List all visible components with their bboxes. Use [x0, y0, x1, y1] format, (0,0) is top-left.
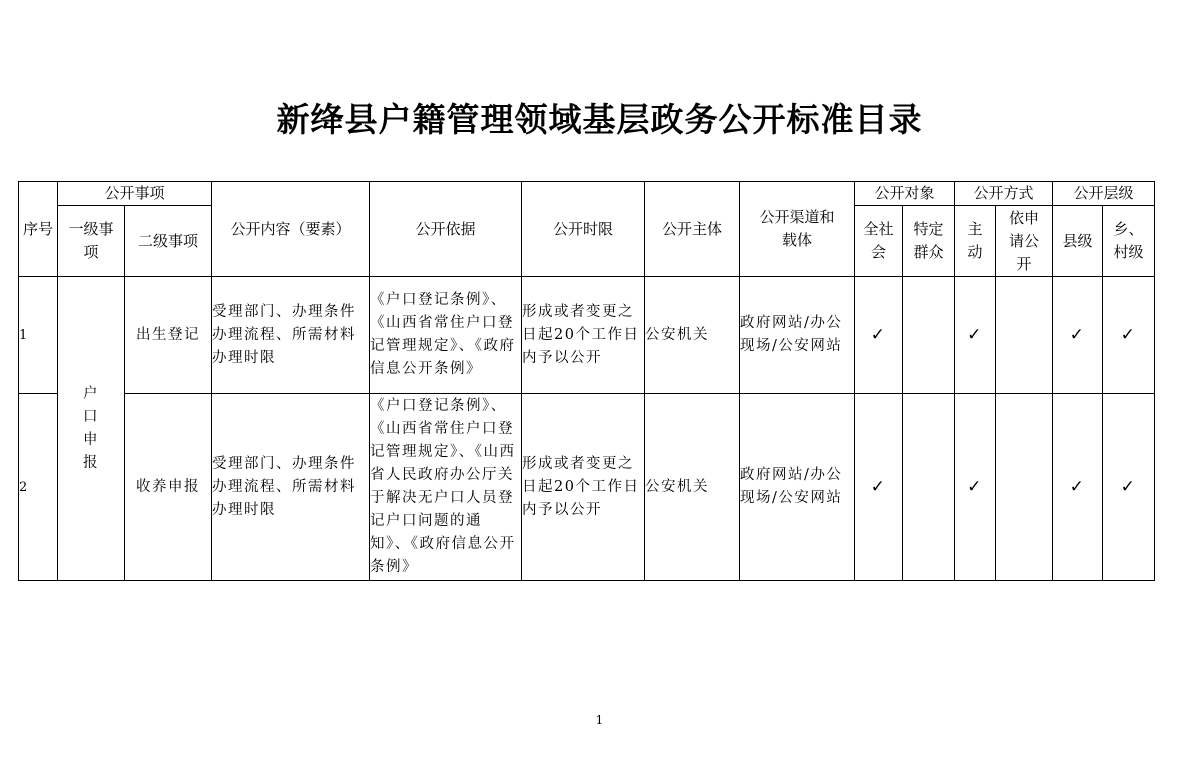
directory-table	[18, 181, 1155, 581]
header-county: 县级	[1053, 206, 1103, 277]
header-row-1	[19, 182, 1155, 206]
page-number: 1	[595, 713, 604, 727]
row-basis: 《户口登记条例》、《山西省常住户口登记管理规定》、《政府信息公开条例》	[370, 277, 522, 394]
check-mark-specific-group	[903, 277, 955, 394]
row-content: 受理部门、办理条件办理流程、所需材料办理时限	[212, 277, 370, 394]
row-item: 出生登记	[125, 277, 212, 394]
header-specific-group: 特定群众	[903, 206, 955, 277]
row-seq: 1	[19, 277, 58, 394]
header-target: 公开对象	[855, 182, 955, 206]
table-row	[19, 277, 1155, 394]
row-content: 受理部门、办理条件办理流程、所需材料办理时限	[212, 394, 370, 581]
row-item: 收养申报	[125, 394, 212, 581]
row-channel: 政府网站/办公现场/公安网站	[740, 277, 855, 394]
check-mark-all-society: ✓	[855, 277, 903, 394]
page-title: 新绛县户籍管理领域基层政务公开标准目录	[276, 100, 923, 139]
header-level1-item: 一级事项	[58, 206, 125, 277]
row-subject: 公安机关	[645, 394, 740, 581]
header-level: 公开层级	[1053, 182, 1155, 206]
check-mark-all-society: ✓	[855, 394, 903, 581]
header-basis: 公开依据	[370, 182, 522, 277]
check-mark-specific-group	[903, 394, 955, 581]
header-active: 主动	[955, 206, 996, 277]
row-time-limit: 形成或者变更之日起20个工作日内予以公开	[522, 277, 645, 394]
row-seq: 2	[19, 394, 58, 581]
check-mark-county: ✓	[1053, 277, 1103, 394]
header-public-items: 公开事项	[58, 182, 212, 206]
check-mark-town-village: ✓	[1103, 394, 1155, 581]
row-time-limit: 形成或者变更之日起20个工作日内予以公开	[522, 394, 645, 581]
header-all-society: 全社会	[855, 206, 903, 277]
row-channel: 政府网站/办公现场/公安网站	[740, 394, 855, 581]
row-category: 户口申报	[58, 277, 125, 581]
header-on-request: 依申请公开	[996, 206, 1053, 277]
check-mark-active: ✓	[955, 277, 996, 394]
row-basis: 《户口登记条例》、《山西省常住户口登记管理规定》、《山西省人民政府办公厅关于解决无户口人员登记户口问题的通知》、《政府信息公开条例》	[370, 394, 522, 581]
check-mark-county: ✓	[1053, 394, 1103, 581]
check-mark-on-request	[996, 394, 1053, 581]
header-time-limit: 公开时限	[522, 182, 645, 277]
header-channel: 公开渠道和载体	[740, 182, 855, 277]
header-subject: 公开主体	[645, 182, 740, 277]
header-town-village: 乡、村级	[1103, 206, 1155, 277]
check-mark-active: ✓	[955, 394, 996, 581]
check-mark-town-village: ✓	[1103, 277, 1155, 394]
header-method: 公开方式	[955, 182, 1053, 206]
header-seq: 序号	[19, 182, 58, 277]
check-mark-on-request	[996, 277, 1053, 394]
table-row	[19, 394, 1155, 581]
row-subject: 公安机关	[645, 277, 740, 394]
header-content: 公开内容（要素）	[212, 182, 370, 277]
header-level2-item: 二级事项	[125, 206, 212, 277]
